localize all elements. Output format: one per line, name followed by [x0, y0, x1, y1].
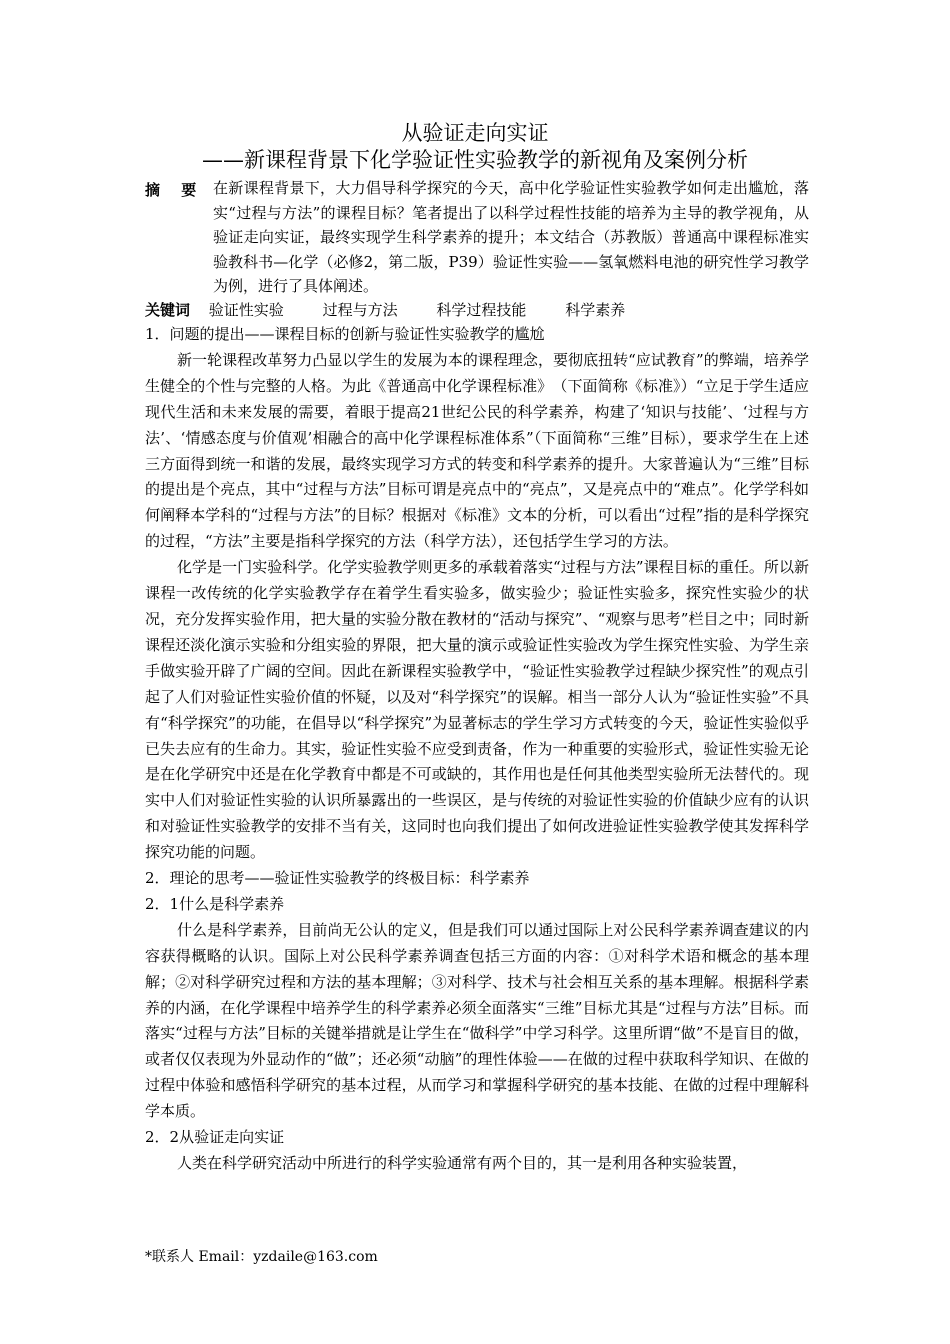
keyword: 科学过程技能 [436, 301, 527, 319]
paragraph: 新一轮课程改革努力凸显以学生的发展为本的课程理念，要彻底扭转“应试教育”的弊端，培养学生健全的个性与完整的人格。为此《普通高中化学课程标准》 （下面简称《标准》）“立足于学生适应现代生活和未来发展的需要，着眼于提高21世纪公民的科学素养，构建了‘知识与技能’、‘过程与方法’、‘情感态度与价值观’相融合的高中化学课程标准体系”（下面简称“三维”目标），要求学生在上述三方面得到统一和谐的发展，最终实现学习方式的转变和科学素养的提升。大家普遍认为“三维”目标的提出是个亮点，其中“过程与方法”目标可谓是亮点中的“亮点”，又是亮点中的“难点”。化学学科如何阐释本学科的“过程与方法”的目标？根据对《标准》文本的分析，可以看出“过程”指的是科学探究的过程，“方法”主要是指科学探究的方法（科学方法），还包括学生学习的方法。 [145, 350, 809, 551]
paper-subtitle: ——新课程背景下化学验证性实验教学的新视角及案例分析 [202, 148, 748, 172]
keywords-row [145, 300, 825, 320]
abstract-text: 在新课程背景下，大力倡导科学探究的今天，高中化学验证性实验教学如何走出尴尬，落实“过程与方法”的课程目标？笔者提出了以科学过程性技能的培养为主导的教学视角，从验证走向实证，最终实现学生科学素养的提升；本文结合（苏教版）普通高中课程标准实验教科书—化学（必修2，第二版，P39）验证性实验——氢氧燃料电池的研究性学习教学为例，进行了具体阐述。 [213, 179, 809, 295]
keyword: 科学素养 [565, 301, 626, 319]
section-heading: 1．问题的提出——课程目标的创新与验证性实验教学的尴尬 [145, 325, 545, 343]
keywords-label: 关键词 [145, 301, 191, 319]
subsection-heading: 2．2从验证走向实证 [145, 1128, 285, 1147]
section-heading: 2．理论的思考——验证性实验教学的终极目标：科学素养 [145, 869, 530, 888]
paragraph: 化学是一门实验科学。化学实验教学则更多的承载着落实“过程与方法”课程目标的重任。所以新课程一改传统的化学实验教学存在着学生看实验多，做实验少；验证性实验多，探究性实验少的状况，充分发挥实验作用，把大量的实验分散在教材的“活动与探究”、“观察与思考”栏目之中；同时新课程还淡化演示实验和分组实验的界限，把大量的演示或验证性实验改为学生探究性实验、为学生亲手做实验开辟了广阔的空间。因此在新课程实验教学中，“验证性实验教学过程缺少探究性”的观点引起了人们对验证性实验价值的怀疑，以及对“科学探究”的误解。相当一部分人认为“验证性实验”不具有“科学探究”的功能，在倡导以“科学探究”为显著标志的学生学习方式转变的今天，验证性实验似乎已失去应有的生命力。其实，验证性实验不应受到责备，作为一种重要的实验形式，验证性实验无论是在化学研究中还是在化学教育中都是不可或缺的，其作用也是任何其他类型实验所无法替代的。现实中人们对验证性实验的认识所暴露出的一些误区，是与传统的对验证性实验的价值缺少应有的认识和对验证性实验教学的安排不当有关，这同时也向我们提出了如何改进验证性实验教学使其发挥科学探究功能的问题。 [145, 558, 809, 862]
paper-title: 从验证走向实证 [401, 121, 549, 145]
body-text [145, 322, 809, 1177]
paragraph: 人类在科学研究活动中所进行的科学实验通常有两个目的，其一是利用各种实验装置， [177, 1154, 748, 1172]
abstract-label: 摘 要 [145, 181, 205, 199]
keyword: 验证性实验 [208, 301, 284, 319]
footnote: *联系人 Email：yzdaile@163.com [145, 1249, 378, 1265]
keyword: 过程与方法 [322, 301, 398, 319]
paragraph: 什么是科学素养，目前尚无公认的定义，但是我们可以通过国际上对公民科学素养调查建议的内容获得概略的认识。国际上对公民科学素养调查包括三方面的内容：①对科学术语和概念的基本理解；②对科学研究过程和方法的基本理解；③对科学、技术与社会相互关系的基本理解。根据科学素养的内涵，在化学课程中培养学生的科学素养必须全面落实“三维”目标尤其是“过程与方法”目标。而落实“过程与方法”目标的关键举措就是让学生在“做科学”中学习科学。这里所谓“做”不是盲目的做，或者仅仅表现为外显动作的“做”；还必须“动脑”的理性体验——在做的过程中获取科学知识、在做的过程中体验和感悟科学研究的基本过程，从而学习和掌握科学研究的基本技能、在做的过程中理解科学本质。 [145, 920, 809, 1121]
subsection-heading: 2．1什么是科学素养 [145, 894, 285, 913]
